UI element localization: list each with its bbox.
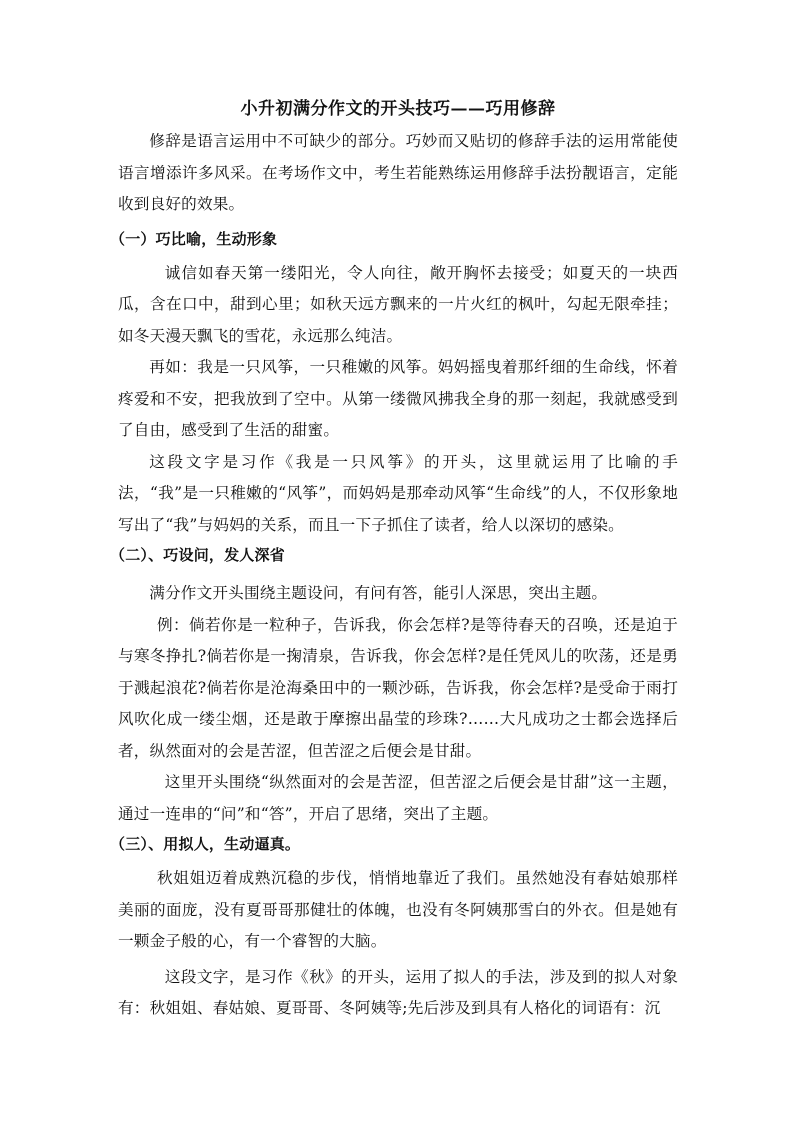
document-title: 小升初满分作文的开头技巧——巧用修辞 bbox=[240, 99, 556, 119]
section-3-example-paragraph: 秋姐姐迈着成熟沉稳的步伐，悄悄地靠近了我们。虽然她没有春姑娘那样美丽的面庞，没有夏哥哥那健壮的体魄，也没有冬阿姨那雪白的外衣。但是她有一颗金子般的心，有一个睿智的大脑。 bbox=[118, 869, 678, 950]
section-2-heading: （二）、巧设问，发人深省 bbox=[110, 546, 285, 564]
intro-paragraph: 修辞是语言运用中不可缺少的部分。巧妙而又贴切的修辞手法的运用常能使语言增添许多风采。在考场作文中，考生若能熟练运用修辞手法扮靓语言，定能收到良好的效果。 bbox=[118, 132, 678, 213]
section-1-second-example-paragraph: 再如：我是一只风筝，一只稚嫩的风筝。妈妈摇曳着那纤细的生命线，怀着疼爱和不安，把我放到了空中。从第一缕微风拂我全身的那一刻起，我就感受到了自由，感受到了生活的甜蜜。 bbox=[118, 358, 678, 439]
section-3-analysis-paragraph: 这段文字，是习作《秋》的开头，运用了拟人的手法，涉及到的拟人对象有：秋姐姐、春姑娘、夏哥哥、冬阿姨等;先后涉及到具有人格化的词语有：沉 bbox=[118, 967, 678, 1017]
section-1-example-paragraph: 诚信如春天第一缕阳光，令人向往，敞开胸怀去接受；如夏天的一块西瓜，含在口中，甜到心里；如秋天远方飘来的一片火红的枫叶，勾起无限牵挂；如冬天漫天飘飞的雪花，永远那么纯洁。 bbox=[118, 263, 678, 345]
section-2-analysis-paragraph: 这里开头围绕“纵然面对的会是苦涩，但苦涩之后便会是甘甜”这一主题，通过一连串的“问”和“答”，开启了思绪，突出了主题。 bbox=[118, 773, 678, 823]
document-page bbox=[110, 98, 678, 1025]
section-1-analysis-paragraph: 这段文字是习作《我是一只风筝》的开头，这里就运用了比喻的手法，“我”是一只稚嫩的“风筝”，而妈妈是那牵动风筝“生命线”的人，不仅形象地写出了“我”与妈妈的关系，而且一下子抓住了读者，给人以深切的感染。 bbox=[118, 452, 678, 534]
section-2-example-paragraph: 例：倘若你是一粒种子，告诉我，你会怎样?是等待春天的召唤，还是迫于与寒冬挣扎?倘若你是一掬清泉，告诉我，你会怎样?是任凭风儿的吹荡，还是勇于溅起浪花?倘若你是沧海桑田中的一颗沙砾，告诉我，你会怎样?是受命于雨打风吹化成一缕尘烟，还是敢于摩擦出晶莹的珍珠?……大凡成功之士都会选择后者，纵然面对的会是苦涩，但苦涩之后便会是甘甜。 bbox=[118, 615, 678, 760]
section-1-heading: （一）巧比喻，生动形象 bbox=[110, 229, 278, 248]
section-2-intro-paragraph: 满分作文开头围绕主题设问，有问有答，能引人深思，突出主题。 bbox=[149, 584, 608, 602]
section-3-heading: （三）、用拟人，生动逼真。 bbox=[110, 835, 301, 853]
